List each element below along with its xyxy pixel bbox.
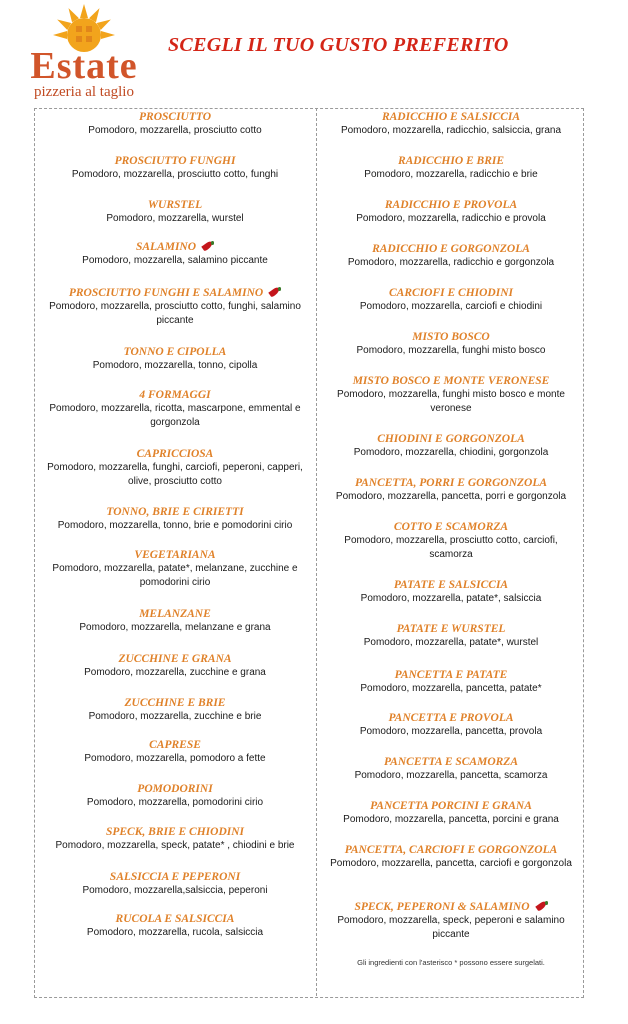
menu-item	[38, 870, 312, 898]
menu-item-description: Pomodoro, mozzarella, speck, peperoni e salamino piccante	[337, 915, 565, 940]
menu-item-description: Pomodoro, mozzarella, patate*, wurstel	[363, 637, 539, 648]
menu-item-name	[322, 711, 580, 725]
menu-item-name	[38, 110, 312, 124]
menu-item-description: Pomodoro, mozzarella, pancetta, porri e gorgonzola	[335, 491, 567, 502]
menu-item-name-text: WURSTEL	[147, 199, 203, 211]
menu-item-description: Pomodoro, mozzarella, patate*, melanzane, zucchine e pomodorini cirio	[52, 563, 298, 588]
menu-item-name-text: CAPRICCIOSA	[136, 448, 214, 460]
menu-item-name-text: TONNO E CIPOLLA	[123, 346, 227, 358]
menu-item-name	[38, 870, 312, 884]
menu-item	[38, 345, 312, 373]
menu-item	[322, 755, 580, 783]
menu-item	[38, 912, 312, 940]
menu-item-name-text: PANCETTA E SCAMORZA	[384, 756, 518, 768]
menu-item-name-text: CAPRESE	[149, 739, 201, 751]
menu-item	[322, 900, 580, 942]
menu-item-description: Pomodoro, mozzarella, tonno, cipolla	[92, 360, 258, 371]
menu-item-description: Pomodoro, mozzarella,salsiccia, peperoni	[82, 885, 268, 896]
menu-item-name	[38, 154, 312, 168]
menu-item-description: Pomodoro, mozzarella, pomodorini cirio	[86, 797, 264, 808]
menu-item-description: Pomodoro, mozzarella, zucchine e brie	[88, 711, 262, 722]
menu-item-name	[322, 198, 580, 212]
menu-item-name	[322, 154, 580, 168]
menu-item	[322, 711, 580, 739]
menu-item-name	[322, 900, 580, 914]
chili-pepper-icon	[200, 241, 214, 251]
menu-item	[322, 799, 580, 827]
menu-item	[322, 843, 580, 871]
menu-item	[322, 286, 580, 314]
menu-item	[38, 696, 312, 724]
menu-item-name-text: PROSCIUTTO FUNGHI	[114, 155, 236, 167]
menu-item	[322, 520, 580, 562]
menu-item-name-text: SALSICCIA E PEPERONI	[109, 871, 241, 883]
menu-item-name	[322, 668, 580, 682]
menu-item-name	[322, 799, 580, 813]
menu-item-name-text: SPECK, PEPERONI & SALAMINO	[354, 901, 530, 913]
menu-item-name	[322, 242, 580, 256]
menu-item	[38, 738, 312, 766]
menu-item-description: Pomodoro, mozzarella, pancetta, scamorza	[354, 770, 548, 781]
chili-pepper-icon	[267, 287, 281, 297]
menu-item	[38, 548, 312, 590]
menu-item-description: Pomodoro, mozzarella, chiodini, gorgonzola	[353, 447, 549, 458]
menu-item-description: Pomodoro, mozzarella, pancetta, porcini e grana	[343, 814, 559, 825]
menu-item-description: Pomodoro, mozzarella, zucchine e grana	[84, 667, 266, 678]
menu-item-description: Pomodoro, mozzarella, rucola, salsiccia	[86, 927, 264, 938]
menu-item-name	[38, 447, 312, 461]
menu-item	[38, 110, 312, 138]
menu-item	[38, 652, 312, 680]
menu-item	[38, 607, 312, 635]
menu-item-name	[322, 286, 580, 300]
menu-item-description: Pomodoro, mozzarella, salamino piccante	[82, 255, 268, 266]
menu-item-description: Pomodoro, mozzarella, ricotta, mascarpone, emmental e gorgonzola	[49, 403, 301, 428]
menu-item-description: Pomodoro, mozzarella, radicchio, salsiccia, grana	[340, 125, 562, 136]
menu-item-name-text: RUCOLA E SALSICCIA	[115, 913, 235, 925]
menu-item-description: Pomodoro, mozzarella, carciofi e chiodini	[359, 301, 543, 312]
menu-item-name-text: PATATE E WURSTEL	[396, 623, 506, 635]
menu-item-description: Pomodoro, mozzarella, patate*, salsiccia	[360, 593, 542, 604]
menu-item-description: Pomodoro, mozzarella, radicchio e provola	[356, 213, 546, 224]
menu-item-name	[38, 696, 312, 710]
menu-item-name-text: 4 FORMAGGI	[139, 389, 211, 401]
menu-item-name-text: PROSCIUTTO	[139, 111, 211, 123]
menu-item-description: Pomodoro, mozzarella, melanzane e grana	[79, 622, 271, 633]
menu-item-name-text: TONNO, BRIE E CIRIETTI	[106, 506, 244, 518]
menu-item-name	[322, 520, 580, 534]
menu-item	[322, 242, 580, 270]
menu-item-name	[322, 374, 580, 388]
menu-item	[322, 374, 580, 416]
menu-item	[38, 825, 312, 853]
menu-item-name-text: POMODORINI	[137, 783, 213, 795]
menu-item-description: Pomodoro, mozzarella, funghi misto bosco e monte veronese	[337, 389, 565, 414]
menu-item-name-text: PROSCIUTTO FUNGHI E SALAMINO	[68, 287, 264, 299]
menu-item-name	[322, 622, 580, 636]
brand-tagline: pizzeria al taglio	[34, 84, 134, 100]
menu-item-name-text: PANCETTA E PROVOLA	[388, 712, 514, 724]
menu-item	[322, 198, 580, 226]
menu-item-description: Pomodoro, mozzarella, prosciutto cotto, funghi, salamino piccante	[49, 301, 301, 326]
menu-item-name	[38, 738, 312, 752]
menu-item-description: Pomodoro, mozzarella, pancetta, patate*	[360, 683, 542, 694]
menu-item-name-text: ZUCCHINE E BRIE	[124, 697, 226, 709]
menu-item-name	[38, 198, 312, 212]
menu-item-description: Pomodoro, mozzarella, tonno, brie e pomodorini cirio	[57, 520, 293, 531]
menu-item-name-text: PANCETTA, CARCIOFI E GORGONZOLA	[344, 844, 558, 856]
page-title: SCEGLI IL TUO GUSTO PREFERITO	[168, 34, 509, 56]
menu-item-name-text: MISTO BOSCO E MONTE VERONESE	[352, 375, 550, 387]
menu-item-name-text: MISTO BOSCO	[412, 331, 490, 343]
menu-item-name-text: CHIODINI E GORGONZOLA	[377, 433, 525, 445]
menu-item	[322, 330, 580, 358]
menu-item-description: Pomodoro, mozzarella, funghi, carciofi, peperoni, capperi, olive, prosciutto cotto	[47, 462, 303, 487]
menu-item-name	[38, 825, 312, 839]
menu-item-name-text: SALAMINO	[135, 241, 197, 253]
menu-item-description: Pomodoro, mozzarella, pomodoro a fette	[84, 753, 266, 764]
menu-item-name	[38, 240, 312, 254]
menu-item-name	[38, 286, 312, 300]
menu-item-name-text: PANCETTA E PATATE	[394, 669, 508, 681]
menu-item-name-text: PANCETTA PORCINI E GRANA	[370, 800, 532, 812]
menu-item	[322, 154, 580, 182]
menu-item-name-text: MELANZANE	[139, 608, 211, 620]
menu-item-name-text: RADICCHIO E PROVOLA	[384, 199, 518, 211]
menu-item-name	[38, 782, 312, 796]
menu-item-name	[322, 843, 580, 857]
menu-item-description: Pomodoro, mozzarella, radicchio e gorgonzola	[347, 257, 555, 268]
menu-item-name-text: SPECK, BRIE E CHIODINI	[105, 826, 245, 838]
menu-item	[38, 447, 312, 489]
menu-item-name	[38, 345, 312, 359]
footnote: Gli ingredienti con l'asterisco * possono essere surgelati.	[357, 958, 545, 967]
menu-item	[38, 388, 312, 430]
menu-item	[38, 240, 312, 268]
menu-item-name	[322, 476, 580, 490]
menu-item	[322, 476, 580, 504]
menu-item	[322, 432, 580, 460]
menu-item-name-text: ZUCCHINE E GRANA	[118, 653, 232, 665]
menu-item-description: Pomodoro, mozzarella, speck, patate* , chiodini e brie	[55, 840, 295, 851]
menu-item-name-text: COTTO E SCAMORZA	[393, 521, 509, 533]
menu-item-name	[322, 330, 580, 344]
menu-item-name	[322, 110, 580, 124]
menu-item-description: Pomodoro, mozzarella, prosciutto cotto, carciofi, scamorza	[344, 535, 558, 560]
menu-item-name-text: PANCETTA, PORRI E GORGONZOLA	[354, 477, 548, 489]
menu-item-name	[322, 755, 580, 769]
menu-item-description: Pomodoro, mozzarella, prosciutto cotto	[88, 125, 262, 136]
menu-item-name	[38, 652, 312, 666]
menu-item-description: Pomodoro, mozzarella, radicchio e brie	[364, 169, 538, 180]
menu-item-name-text: CARCIOFI E CHIODINI	[389, 287, 513, 299]
menu-item-name	[322, 432, 580, 446]
column-divider	[316, 108, 317, 996]
menu-item	[38, 154, 312, 182]
menu-item-description: Pomodoro, mozzarella, wurstel	[106, 213, 244, 224]
brand-name: Estate	[30, 45, 138, 87]
menu-item-description: Pomodoro, mozzarella, pancetta, provola	[359, 726, 543, 737]
menu-item-name	[38, 505, 312, 519]
menu-item	[322, 622, 580, 650]
menu-item	[38, 198, 312, 226]
menu-item	[322, 110, 580, 138]
menu-item-name	[38, 607, 312, 621]
menu-item-name-text: RADICCHIO E SALSICCIA	[381, 111, 521, 123]
menu-item-name	[38, 388, 312, 402]
menu-item-name-text: RADICCHIO E BRIE	[397, 155, 505, 167]
menu-item	[38, 286, 312, 328]
menu-item-name-text: VEGETARIANA	[134, 549, 216, 561]
menu-item	[322, 578, 580, 606]
menu-item-description: Pomodoro, mozzarella, pancetta, carciofi e gorgonzola	[330, 858, 572, 869]
menu-item	[38, 782, 312, 810]
menu-item-name-text: PATATE E SALSICCIA	[393, 579, 509, 591]
menu-item-name	[38, 548, 312, 562]
menu-item-name-text: RADICCHIO E GORGONZOLA	[372, 243, 530, 255]
menu-item	[38, 505, 312, 533]
menu-item-name	[38, 912, 312, 926]
brand-logo	[14, 4, 154, 104]
chili-pepper-icon	[534, 901, 548, 911]
menu-item-name	[322, 578, 580, 592]
menu-item	[322, 668, 580, 696]
menu-item-description: Pomodoro, mozzarella, prosciutto cotto, funghi	[71, 169, 279, 180]
menu-item-description: Pomodoro, mozzarella, funghi misto bosco	[356, 345, 546, 356]
